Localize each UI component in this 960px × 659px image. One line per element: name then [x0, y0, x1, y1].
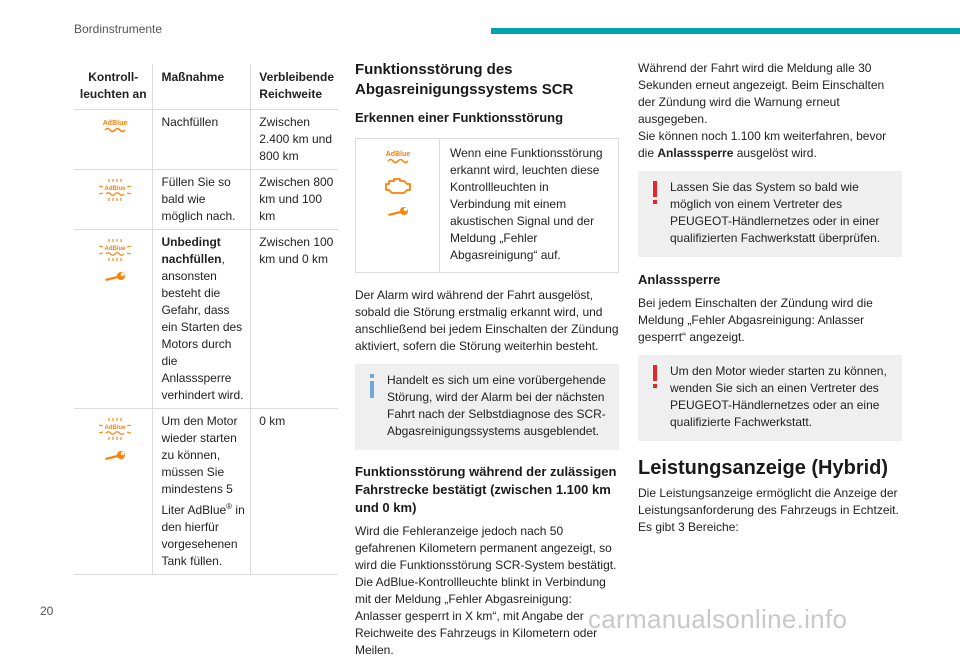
paragraph: Der Alarm wird während der Fahrt ausgelöst, sobald die Störung erstmalig erkannt wird, und anschließend bei jedem Einschalten der Zündung aktiviert, sofern die Störung weiterhin besteht.	[355, 288, 619, 353]
table-cell-action: Um den Motor wieder starten zu können, müssen Sie mindestens 5 Liter AdBlue® in den hierfür vorgesehenen Tank füllen.	[153, 409, 251, 575]
svg-text:AdBlue: AdBlue	[104, 425, 126, 431]
table-header-action: Maßnahme	[153, 64, 251, 110]
paragraph: Die AdBlue-Kontrollleuchte blinkt in Verbindung mit der Meldung „Fehler Abgasreinigung: Anlasser gesperrt in X km“, mit Angabe der Reichweite des Fahrzeugs in Kilometern oder Meilen.	[355, 575, 606, 657]
scr-malfunction-section	[355, 60, 619, 659]
table-cell-range: Zwischen 100 km und 0 km	[251, 230, 338, 409]
adblue-warning-table	[74, 64, 338, 575]
svg-text:AdBlue: AdBlue	[102, 120, 128, 127]
paragraph: Wird die Fehleranzeige jedoch nach 50 gefahrenen Kilometern permanent angezeigt, so wird die Funktionsstörung SCR-System bestätigt.	[355, 524, 617, 572]
scr-continued-section	[638, 60, 902, 536]
table-row	[74, 110, 338, 170]
table-cell-range: 0 km	[251, 409, 338, 575]
paragraph: Die Leistungsanzeige ermöglicht die Anzeige der Leistungsanforderung des Fahrzeugs in Echtzeit.	[638, 486, 899, 517]
table-header-lights: Kontroll-leuchten an	[74, 64, 153, 110]
paragraph: Bei jedem Einschalten der Zündung wird die Meldung „Fehler Abgasreinigung: Anlasser gesperrt“ angezeigt.	[638, 296, 873, 344]
info-note	[355, 364, 619, 450]
adblue-icon	[381, 149, 415, 167]
subheading: Erkennen einer Funktionsstörung	[355, 110, 564, 125]
exclamation-icon	[652, 181, 658, 205]
watermark: carmanualsonline.info	[588, 604, 848, 634]
adblue-blinking-icon	[95, 238, 135, 262]
header-accent-bar	[491, 28, 960, 34]
svg-text:AdBlue: AdBlue	[385, 151, 410, 158]
section-title: Bordinstrumente	[74, 22, 163, 36]
warning-note-text: Um den Motor wieder starten zu können, wenden Sie sich an einen Vertreter des PEUGEOT-Händlernetzes oder an eine qualifizierte Fachwerkstatt.	[670, 364, 887, 429]
info-note-text: Handelt es sich um eine vorübergehende Störung, wird der Alarm bei der nächsten Fahrt nach der Selbstdiagnose des SCR-Abgasreinigungssystems ausgeblendet.	[387, 373, 606, 438]
wrench-icon	[102, 270, 128, 284]
adblue-blinking-icon	[95, 178, 135, 202]
warning-lights-box	[355, 138, 619, 273]
paragraph: Es gibt 3 Bereiche:	[638, 520, 739, 534]
section-heading: Leistungsanzeige (Hybrid)	[638, 457, 889, 479]
exclamation-icon	[652, 365, 658, 389]
section-heading: Funktionsstörung des Abgasreinigungssystems SCR	[355, 61, 574, 98]
adblue-icon	[98, 118, 132, 136]
warning-note	[638, 355, 902, 441]
paragraph: Sie können noch 1.100 km weiterfahren, bevor die Anlasssperre ausgelöst wird.	[638, 129, 887, 160]
warning-note-text: Lassen Sie das System so bald wie möglich von einem Vertreter des PEUGEOT-Händlernetzes oder in einer qualifizierten Fachwerkstatt überprüfen.	[670, 180, 881, 245]
table-row	[74, 409, 338, 575]
table-cell-action: Füllen Sie so bald wie möglich nach.	[153, 170, 251, 230]
subheading: Funktionsstörung während der zulässigen Fahrstrecke bestätigt (zwischen 1.100 km und 0 km)	[355, 464, 617, 515]
info-icon	[369, 374, 375, 398]
warning-lights-text: Wenn eine Funktionsstörung erkannt wird, leuchten diese Kontrollleuchten in Verbindung mit einem akustischen Signal und der Meldung „Fehler Abgasreinigung“ auf.	[450, 146, 603, 262]
svg-text:AdBlue: AdBlue	[104, 186, 126, 192]
page-number: 20	[40, 604, 54, 618]
paragraph: Während der Fahrt wird die Meldung alle 30 Sekunden erneut angezeigt. Beim Einschalten der Zündung wird die Warnung erneut ausgegeben.	[638, 61, 885, 126]
table-row	[74, 170, 338, 230]
table-cell-range: Zwischen 800 km und 100 km	[251, 170, 338, 230]
table-row	[74, 230, 338, 409]
table-header-range: Verbleibende Reichweite	[251, 64, 338, 110]
table-cell-range: Zwischen 2.400 km und 800 km	[251, 110, 338, 170]
svg-text:AdBlue: AdBlue	[104, 246, 126, 252]
wrench-icon	[102, 449, 128, 463]
wrench-icon	[385, 205, 411, 219]
subheading: Anlasssperre	[638, 272, 721, 287]
warning-note	[638, 171, 902, 257]
table-header-row	[74, 64, 338, 110]
adblue-blinking-icon	[95, 417, 135, 441]
table-cell-action: Unbedingt nachfüllen, ansonsten besteht die Gefahr, dass ein Starten des Motors durch die Anlasssperre verhindert wird.	[153, 230, 251, 409]
table-cell-action: Nachfüllen	[153, 110, 251, 170]
engine-check-icon	[383, 175, 413, 197]
